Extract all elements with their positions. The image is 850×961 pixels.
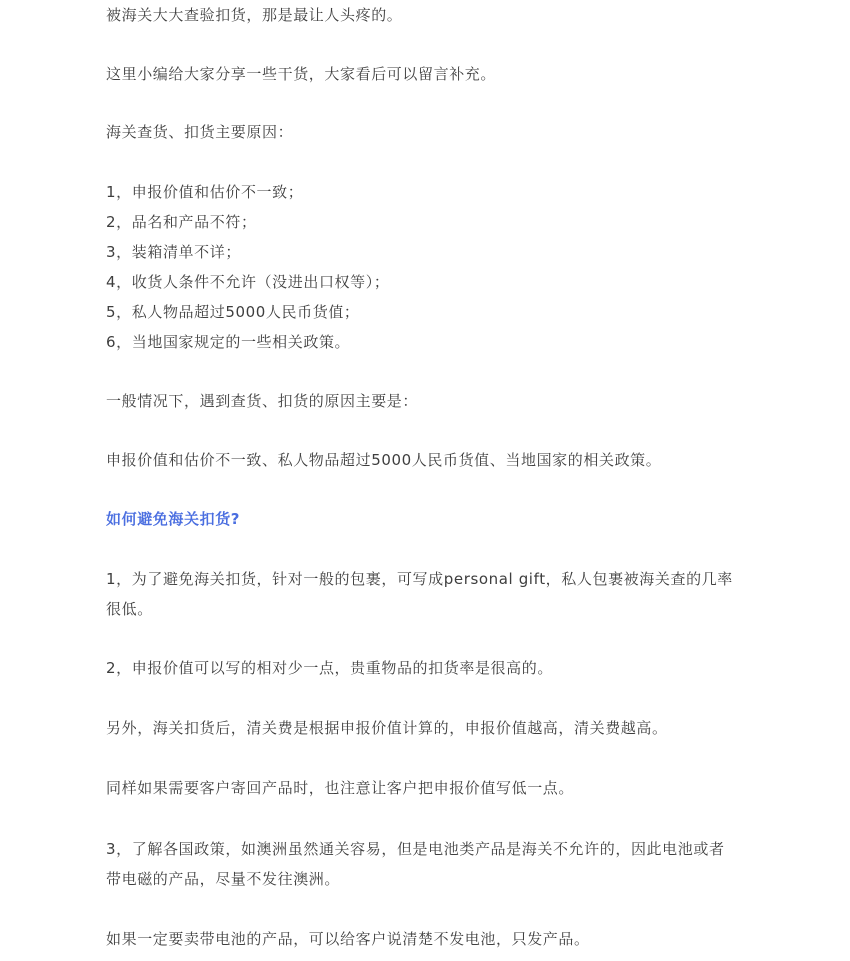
reasons-title: 海关查货、扣货主要原因： — [106, 123, 294, 141]
reason-item-4: 4，收货人条件不允许（没进出口权等）； — [106, 273, 390, 291]
general-title: 一般情况下，遇到查货、扣货的原因主要是： — [106, 392, 419, 410]
tip-2-note-2: 同样如果需要客户寄回产品时，也注意让客户把申报价值写低一点。 — [106, 779, 575, 797]
tip-2: 2，申报价值可以写的相对少一点，贵重物品的扣货率是很高的。 — [106, 659, 553, 677]
tip-1-line-2: 很低。 — [106, 600, 153, 618]
general-text: 申报价值和估价不一致、私人物品超过5000人民币货值、当地国家的相关政策。 — [106, 451, 662, 469]
tip-3-line-1: 3，了解各国政策，如澳洲虽然通关容易，但是电池类产品是海关不允许的，因此电池或者 — [106, 840, 725, 858]
tip-3-line-2: 带电磁的产品，尽量不发往澳洲。 — [106, 870, 341, 888]
reason-item-1: 1，申报价值和估价不一致； — [106, 183, 304, 201]
reason-item-6: 6，当地国家规定的一些相关政策。 — [106, 333, 351, 351]
tip-1-line-1: 1，为了避免海关扣货，针对一般的包裹，可写成personal gift，私人包裹被海关查的几率 — [106, 570, 733, 588]
tip-3-note: 如果一定要卖带电池的产品，可以给客户说清楚不发电池，只发产品。 — [106, 930, 590, 948]
reason-item-5: 5，私人物品超过5000人民币货值； — [106, 303, 360, 321]
avoid-heading: 如何避免海关扣货? — [106, 510, 241, 528]
intro-paragraph-2: 这里小编给大家分享一些干货，大家看后可以留言补充。 — [106, 65, 497, 83]
intro-paragraph-1: 被海关大大查验扣货，那是最让人头疼的。 — [106, 6, 403, 24]
reason-item-2: 2，品名和产品不符； — [106, 213, 257, 231]
tip-2-note-1: 另外，海关扣货后，清关费是根据申报价值计算的，申报价值越高，清关费越高。 — [106, 719, 668, 737]
reason-item-3: 3，装箱清单不详； — [106, 243, 241, 261]
